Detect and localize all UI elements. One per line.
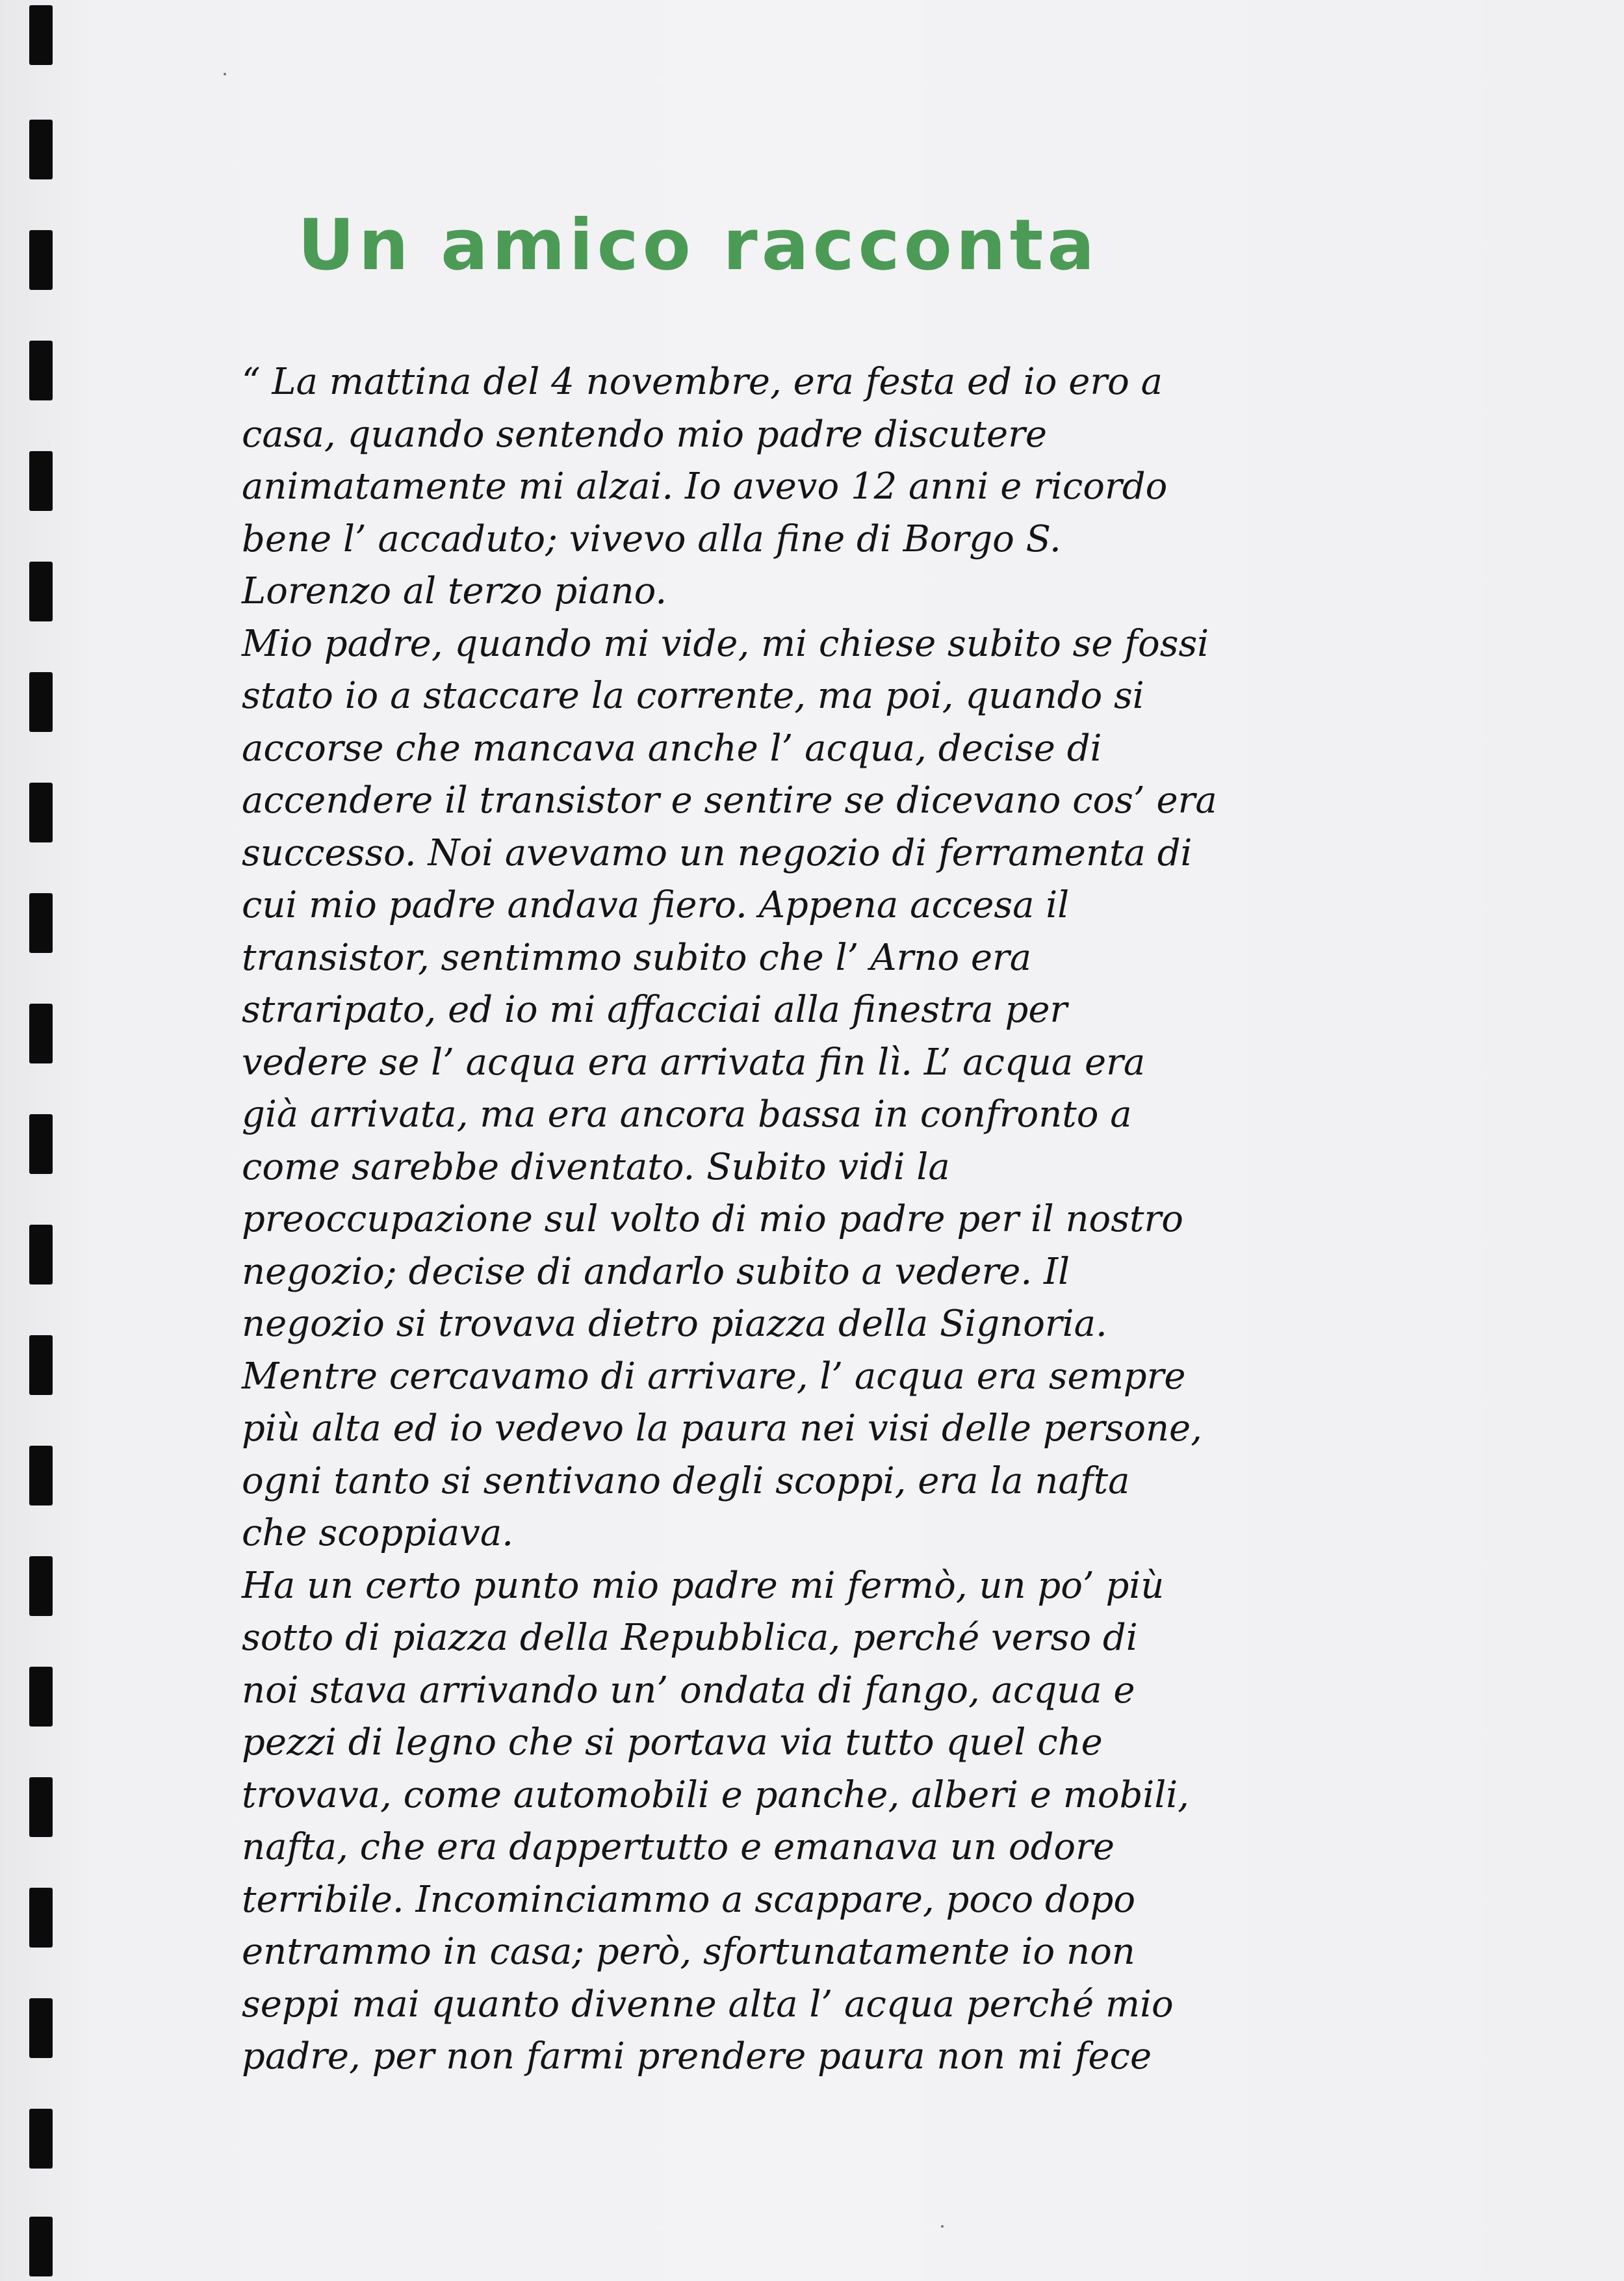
text-line: entrammo in casa; però, sfortunatamente io non (242, 1931, 1135, 1973)
paper-speck (941, 2225, 944, 2228)
binding-hole (29, 1888, 53, 1948)
binding-hole (29, 2109, 53, 2169)
paper-speck (224, 73, 226, 75)
binding-hole (29, 672, 53, 732)
text-line: stato io a staccare la corrente, ma poi, quando si (242, 675, 1144, 717)
story-text (242, 356, 1386, 2083)
text-line: straripato, ed io mi affacciai alla finestra per (242, 989, 1068, 1031)
text-line: trovava, come automobili e panche, alberi e mobili, (242, 1773, 1189, 1816)
text-line: animatamente mi alzai. Io avevo 12 anni e ricordo (242, 465, 1168, 508)
text-line: negozio si trovava dietro piazza della Signoria. (242, 1303, 1107, 1345)
binding-hole (29, 1556, 53, 1616)
text-line: nafta, che era dappertutto e emanava un odore (242, 1826, 1115, 1868)
text-line: casa, quando sentendo mio padre discutere (242, 413, 1048, 456)
text-line: accendere il transistor e sentire se dicevano cos’ era (242, 779, 1217, 822)
binding-hole (29, 1114, 53, 1174)
binding-hole (29, 120, 53, 179)
text-line: ogni tanto si sentivano degli scoppi, era la nafta (242, 1459, 1130, 1502)
text-line: negozio; decise di andarlo subito a vedere. Il (242, 1250, 1070, 1293)
text-line: Mio padre, quando mi vide, mi chiese subito se fossi (242, 622, 1209, 665)
text-line: “ La mattina del 4 novembre, era festa ed io ero a (242, 361, 1163, 403)
text-line: bene l’ accaduto; vivevo alla fine di Borgo S. (242, 517, 1061, 560)
text-line: accorse che mancava anche l’ acqua, decise di (242, 727, 1102, 770)
binding-hole (29, 1225, 53, 1284)
text-line: Ha un certo punto mio padre mi fermò, un po’ più (242, 1564, 1165, 1607)
text-line: già arrivata, ma era ancora bassa in confronto a (242, 1093, 1132, 1136)
binding-hole (29, 893, 53, 953)
binding-hole (29, 451, 53, 511)
binding-hole (29, 1335, 53, 1395)
binding-hole (29, 341, 53, 400)
binding-hole (29, 1667, 53, 1727)
text-line: terribile. Incominciammo a scappare, poco dopo (242, 1878, 1136, 1921)
binding-hole (29, 1777, 53, 1837)
text-line: seppi mai quanto divenne alta l’ acqua perché mio (242, 1983, 1174, 2026)
page-title: Un amico racconta (298, 205, 1099, 286)
binding-hole (29, 1004, 53, 1063)
binding-hole (29, 783, 53, 842)
binding-hole (29, 1446, 53, 1505)
text-line: noi stava arrivando un’ ondata di fango, acqua e (242, 1669, 1135, 1712)
text-line: sotto di piazza della Repubblica, perché verso di (242, 1617, 1138, 1659)
text-line: successo. Noi avevamo un negozio di ferramenta di (242, 831, 1192, 874)
binding-hole (29, 1998, 53, 2058)
text-line: Lorenzo al terzo piano. (242, 570, 667, 612)
text-line: più alta ed io vedevo la paura nei visi delle persone, (242, 1407, 1202, 1450)
spiral-binding (26, 0, 58, 2281)
text-line: Mentre cercavamo di arrivare, l’ acqua era sempre (242, 1355, 1186, 1398)
text-line: transistor, sentimmo subito che l’ Arno era (242, 936, 1032, 979)
text-line: preoccupazione sul volto di mio padre per il nostro (242, 1198, 1183, 1240)
binding-hole (29, 5, 53, 65)
binding-hole (29, 230, 53, 290)
text-line: cui mio padre andava fiero. Appena accesa il (242, 884, 1070, 926)
binding-hole (29, 562, 53, 621)
text-line: padre, per non farmi prendere paura non mi fece (242, 2035, 1152, 2078)
text-line: come sarebbe diventato. Subito vidi la (242, 1145, 950, 1188)
text-line: pezzi di legno che si portava via tutto quel che (242, 1721, 1103, 1764)
text-line: che scoppiava. (242, 1512, 514, 1554)
binding-hole (29, 2217, 53, 2276)
text-line: vedere se l’ acqua era arrivata fin lì. L’ acqua era (242, 1041, 1146, 1084)
